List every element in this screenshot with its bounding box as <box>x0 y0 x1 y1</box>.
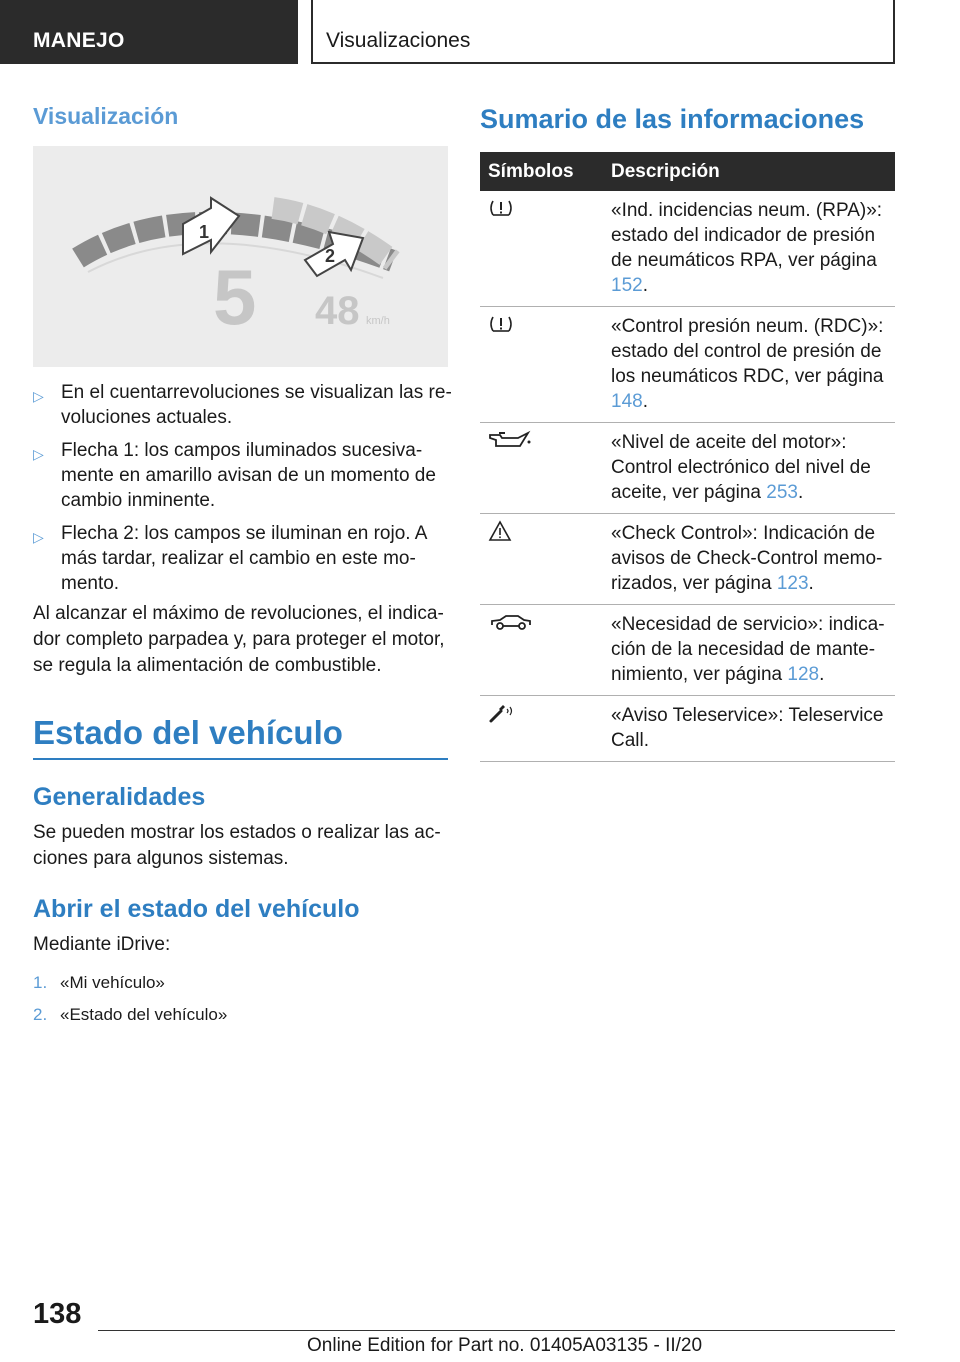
header-chapter-tab <box>311 0 895 64</box>
list-item: ▷ Flecha 2: los campos se iluminan en rojo. A más tardar, realizar el cambio en este momento. <box>33 523 427 594</box>
triangle-bullet-icon: ▷ <box>33 388 44 404</box>
warning-triangle-icon <box>488 520 512 542</box>
edition-note: Online Edition for Part no. 01405A03135 - II/20 <box>307 1335 703 1356</box>
table-header-row <box>480 152 895 191</box>
body-paragraph: Mediante iDrive: <box>33 934 171 955</box>
body-paragraph: Al alcanzar el máximo de revoluciones, el indicador completo parpadea y, para proteger el motor, se regula la alimentación de combustible. <box>33 603 445 676</box>
speed-unit: km/h <box>366 315 390 327</box>
table-row: «Check Control»: Indicación de avisos de Check-Control memorizados, ver página 123. <box>480 514 895 605</box>
table-row: «Necesidad de servicio»: indicación de la necesidad de mantenimiento, ver página 128. <box>480 605 895 696</box>
triangle-bullet-icon: ▷ <box>33 446 44 462</box>
step-item <box>33 1004 227 1026</box>
step-number: 1. <box>33 973 48 992</box>
steps-list <box>33 972 227 1036</box>
page-number: 138 <box>33 1298 82 1330</box>
step-number: 2. <box>33 1005 48 1024</box>
subheading-open-status: Abrir el estado del vehículo <box>33 895 360 923</box>
wrench-signal-icon <box>488 702 516 724</box>
subheading-general: Generalidades <box>33 783 206 811</box>
page-link[interactable]: 148 <box>611 391 643 412</box>
gear-number: 5 <box>213 253 257 341</box>
step-item <box>33 972 227 994</box>
tire-pressure-icon <box>488 197 514 219</box>
step-text: «Mi vehículo» <box>60 973 165 992</box>
tachometer-drawing <box>33 146 448 367</box>
footer-divider <box>98 1330 895 1331</box>
table-row: «Ind. incidencias neum. (RPA)»: estado del indicador de presión de neumáticos RPA, ver página 152. <box>480 191 895 307</box>
heading-divider <box>33 758 448 760</box>
summary-heading: Sumario de las informaciones <box>480 104 865 134</box>
page-link[interactable]: 253 <box>766 482 798 503</box>
oil-can-icon <box>488 429 532 451</box>
triangle-bullet-icon: ▷ <box>33 529 44 545</box>
symbols-table <box>480 152 895 762</box>
header-section-label: MANEJO <box>33 29 125 52</box>
page-link[interactable]: 152 <box>611 275 643 296</box>
list-item: ▷ En el cuentarrevoluciones se visualizan las revoluciones actuales. <box>33 382 452 428</box>
chapter-heading: Estado del vehículo <box>33 714 343 751</box>
column-header-description: Descripción <box>611 152 895 191</box>
arrow-2-label: 2 <box>325 246 336 266</box>
table-row: «Nivel de aceite del motor»: Control electrónico del nivel de aceite, ver página 253. <box>480 423 895 514</box>
page-link[interactable]: 123 <box>776 573 809 594</box>
table-row: «Aviso Teleservice»: Teleservice Call. <box>480 696 895 762</box>
tire-pressure-icon <box>488 313 514 335</box>
header-chapter-label: Visualizaciones <box>326 29 471 52</box>
body-paragraph: Se pueden mostrar los estados o realizar las acciones para algunos sistemas. <box>33 822 441 869</box>
list-item: ▷ Flecha 1: los campos iluminados sucesivamente en amarillo avisan de un momento de cambio inminente. <box>33 440 436 511</box>
arrow-1-icon <box>183 198 239 254</box>
page-link[interactable]: 128 <box>787 664 820 685</box>
tachometer-illustration <box>33 146 448 367</box>
car-service-icon <box>488 611 534 633</box>
table-row: «Control presión neum. (RDC)»: estado del control de presión de los neumáticos RDC, ver página 148. <box>480 307 895 423</box>
step-text: «Estado del vehículo» <box>60 1005 228 1024</box>
header-section-tab <box>0 0 298 64</box>
speed-value: 48 <box>315 289 360 333</box>
bullet-list <box>33 380 453 604</box>
section-title: Visualización <box>33 103 179 129</box>
arrow-1-label: 1 <box>199 222 210 242</box>
column-header-symbols: Símbolos <box>480 152 611 191</box>
